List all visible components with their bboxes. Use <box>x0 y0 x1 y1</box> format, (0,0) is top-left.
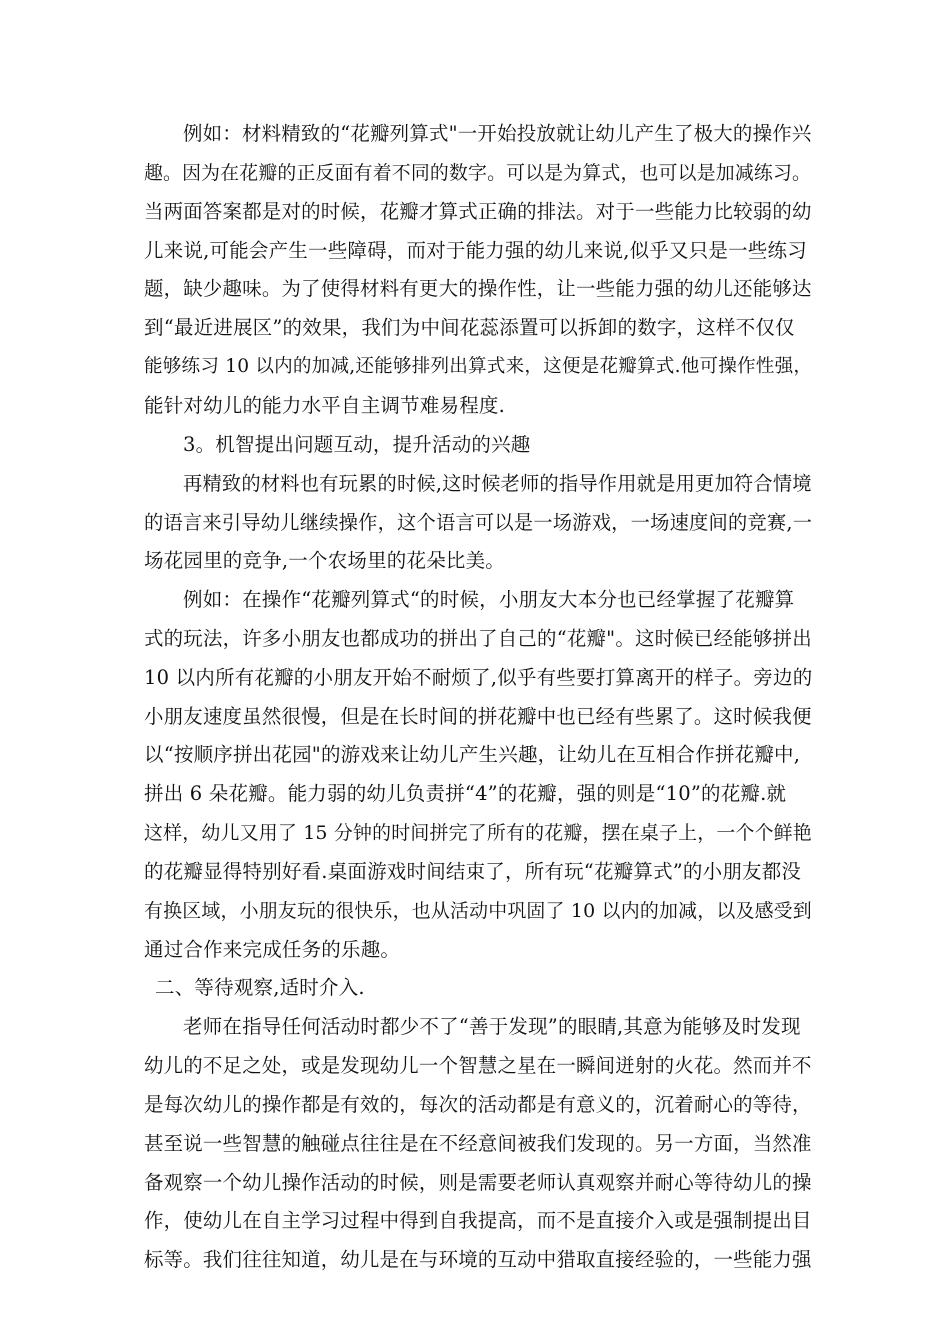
text-line: 题，缺少趣味。为了使得材料有更大的操作性，让一些能力强的幼儿还能够达 <box>144 277 812 300</box>
text-line: 趣。因为在花瓣的正反面有着不同的数字。可以是为算式，也可以是加减练习。 <box>144 162 812 184</box>
text-line: 小朋友速度虽然很慢，但是在长时间的拼花瓣中也已经有些累了。这时候我便 <box>144 705 812 728</box>
text-line: 的语言来引导幼儿继续操作，这个语言可以是一场游戏，一场速度间的竞赛,一 <box>144 511 813 534</box>
text-line: 这样，幼儿又用了 15 分钟的时间拼完了所有的花瓣，摆在桌子上，一个个鲜艳 <box>144 822 812 844</box>
text-line: 标等。我们往往知道，幼儿是在与环境的互动中猎取直接经验的，一些能力强 <box>144 1248 812 1271</box>
text-line: 当两面答案都是对的时候，花瓣才算式正确的排法。对于一些能力比较弱的幼 <box>144 200 812 223</box>
text-line: 儿来说,可能会产生一些障碍，而对于能力强的幼儿来说,似乎又只是一些练习 <box>144 239 807 262</box>
text-line: 备观察一个幼儿操作活动的时候，则是需要老师认真观察并耐心等待幼儿的操 <box>144 1171 812 1194</box>
text-line: 拼出 6 朵花瓣。能力弱的幼儿负责拼“4”的花瓣，强的则是“10”的花瓣.就 <box>144 782 787 805</box>
text-line: 再精致的材料也有玩累的时候,这时候老师的指导作用就是用更加符合情境 <box>183 472 812 495</box>
text-line: 例如：材料精致的“花瓣列算式"一开始投放就让幼儿产生了极大的操作兴 <box>183 122 812 145</box>
text-line: 能够练习 10 以内的加减,还能够排列出算式来，这便是花瓣算式.他可操作性强， <box>144 356 813 377</box>
text-line: 老师在指导任何活动时都少不了“善于发现”的眼睛,其意为能够及时发现 <box>183 1015 801 1038</box>
text-line: 式的玩法，许多小朋友也都成功的拼出了自己的“花瓣"。这时候已经能够拼出 <box>144 627 812 650</box>
section-heading: 3。机智提出问题互动，提升活动的兴趣 <box>183 433 531 456</box>
text-line: 10 以内所有花瓣的小朋友开始不耐烦了,似乎有些要打算离开的样子。旁边的 <box>144 666 813 689</box>
text-line: 能针对幼儿的能力水平自主调节难易程度. <box>144 394 505 417</box>
text-line: 以“按顺序拼出花园"的游戏来让幼儿产生兴趣，让幼儿在互相合作拼花瓣中, <box>144 743 801 766</box>
text-line: 例如：在操作“花瓣列算式“的时候，小朋友大本分也已经掌握了花瓣算 <box>183 588 795 611</box>
text-line: 场花园里的竞争,一个农场里的花朵比美。 <box>144 549 505 572</box>
text-line: 到“最近进展区”的效果，我们为中间花蕊添置可以拆卸的数字，这样不仅仅 <box>144 316 795 339</box>
text-line: 幼儿的不足之处，或是发现幼儿一个智慧之星在一瞬间迸射的火花。然而并不 <box>144 1054 812 1077</box>
text-line: 的花瓣显得特别好看.桌面游戏时间结束了，所有玩“花瓣算式”的小朋友都没 <box>144 860 802 883</box>
text-line: 有换区域，小朋友玩的很快乐，也从活动中巩固了 10 以内的加减，以及感受到 <box>144 900 812 922</box>
text-line: 甚至说一些智慧的触碰点往往是在不经意间被我们发现的。另一方面，当然准 <box>144 1132 812 1155</box>
text-line: 通过合作来完成任务的乐趣。 <box>144 938 401 961</box>
section-heading: 二、等待观察,适时介入. <box>155 976 365 999</box>
text-line: 是每次幼儿的操作都是有效的，每次的活动都是有意义的，沉着耐心的等待， <box>144 1093 812 1116</box>
text-line: 作，使幼儿在自主学习过程中得到自我提高，而不是直接介入或是强制提出目 <box>144 1209 812 1232</box>
